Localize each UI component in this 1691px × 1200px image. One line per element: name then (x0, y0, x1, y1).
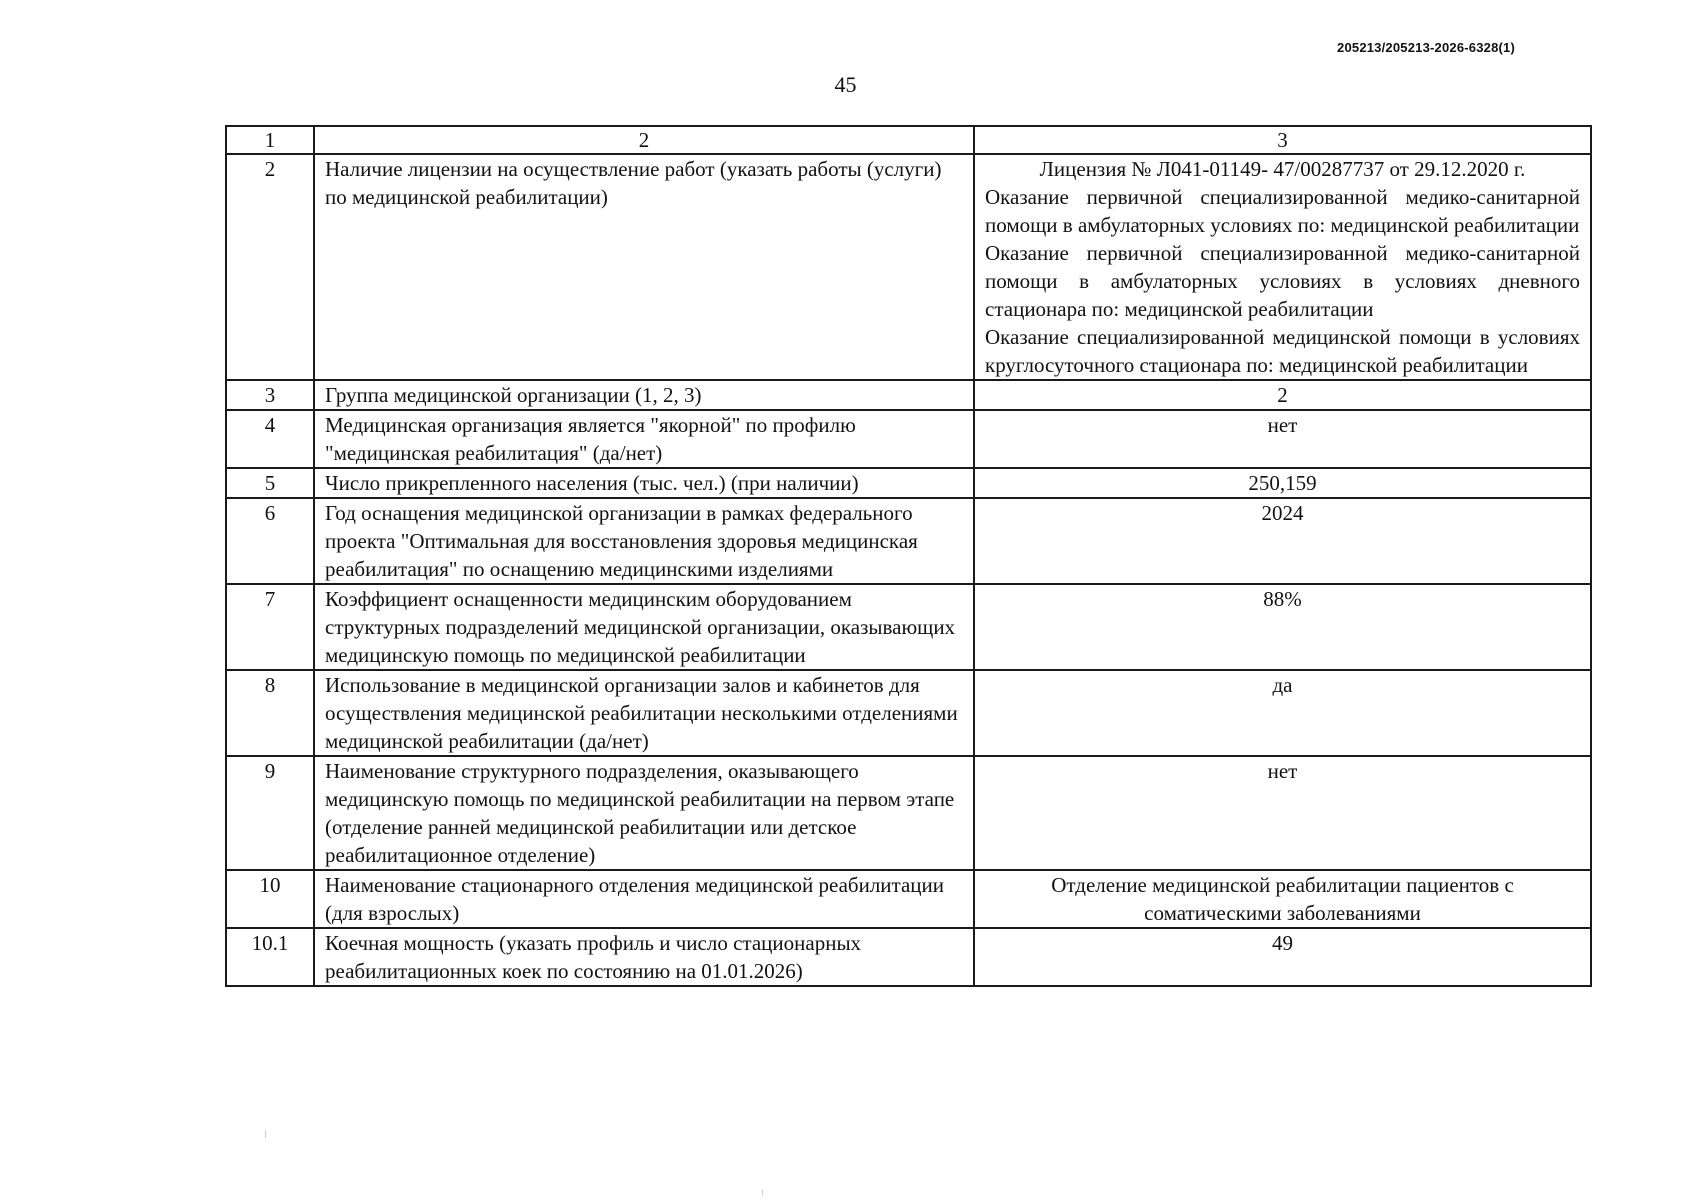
criterion-cell: Число прикрепленного населения (тыс. чел.) (при наличии) (314, 468, 974, 498)
table-row (226, 410, 1591, 468)
row-number: 4 (226, 410, 314, 468)
value-cell: нет (974, 410, 1591, 468)
license-number: Лицензия № Л041-01149- 47/00287737 от 29.12.2020 г. (1039, 157, 1526, 181)
criterion-cell: Медицинская организация является "якорной" по профилю "медицинская реабилитация" (да/нет) (314, 410, 974, 468)
row-number: 3 (226, 380, 314, 410)
criterion-cell: Использование в медицинской организации залов и кабинетов для осуществления медицинской реабилитации несколькими отделениями медицинской реабилитации (да/нет) (314, 670, 974, 756)
row-number: 2 (226, 154, 314, 380)
row-number: 6 (226, 498, 314, 584)
table-row (226, 928, 1591, 986)
criterion-cell: Группа медицинской организации (1, 2, 3) (314, 380, 974, 410)
value-cell: нет (974, 756, 1591, 870)
row-number: 5 (226, 468, 314, 498)
criterion-cell: Наименование структурного подразделения, оказывающего медицинскую помощь по медицинской реабилитации на первом этапе (отделение ранней медицинской реабилитации или детское реабилитационное отделение) (314, 756, 974, 870)
value-cell: Отделение медицинской реабилитации пациентов с соматическими заболеваниями (974, 870, 1591, 928)
table-row (226, 468, 1591, 498)
scan-mark (265, 1130, 266, 1138)
value-cell: 2 (974, 380, 1591, 410)
criterion-cell: Год оснащения медицинской организации в рамках федерального проекта "Оптимальная для восстановления здоровья медицинская реабилитация" по оснащению медицинскими изделиями (314, 498, 974, 584)
value-cell: 49 (974, 928, 1591, 986)
document-id: 205213/205213-2026-6328(1) (1337, 40, 1515, 55)
table-row (226, 870, 1591, 928)
row-number: 7 (226, 584, 314, 670)
table-header-row (226, 126, 1591, 154)
criteria-table (225, 125, 1592, 987)
value-cell: 2024 (974, 498, 1591, 584)
criterion-cell: Наименование стационарного отделения медицинской реабилитации (для взрослых) (314, 870, 974, 928)
value-cell: 88% (974, 584, 1591, 670)
license-cell (974, 154, 1591, 380)
table-row (226, 380, 1591, 410)
page-number: 45 (834, 72, 857, 97)
table-row (226, 498, 1591, 584)
license-service-item: Оказание первичной специализированной медико-санитарной помощи в амбулаторных условиях по: медицинской реабилитации (985, 185, 1580, 237)
table-row (226, 756, 1591, 870)
header-cell: 3 (974, 126, 1591, 154)
license-service-item: Оказание специализированной медицинской помощи в условиях круглосуточного стационара по: медицинской реабилитации (985, 325, 1580, 377)
criterion-cell: Коэффициент оснащенности медицинским оборудованием структурных подразделений медицинской организации, оказывающих медицинскую помощь по медицинской реабилитации (314, 584, 974, 670)
table-row (226, 154, 1591, 380)
row-number: 9 (226, 756, 314, 870)
row-number: 8 (226, 670, 314, 756)
row-number: 10 (226, 870, 314, 928)
header-cell: 1 (226, 126, 314, 154)
table-row (226, 584, 1591, 670)
value-cell: 250,159 (974, 468, 1591, 498)
header-cell: 2 (314, 126, 974, 154)
row-number: 10.1 (226, 928, 314, 986)
value-cell: да (974, 670, 1591, 756)
criterion-cell: Коечная мощность (указать профиль и число стационарных реабилитационных коек по состоянию на 01.01.2026) (314, 928, 974, 986)
table-row (226, 670, 1591, 756)
criterion-cell: Наличие лицензии на осуществление работ (указать работы (услуги) по медицинской реабилитации) (314, 154, 974, 380)
scan-mark (762, 1190, 763, 1196)
license-service-item: Оказание первичной специализированной медико-санитарной помощи в амбулаторных условиях в условиях дневного стационара по: медицинской реабилитации (985, 241, 1580, 321)
